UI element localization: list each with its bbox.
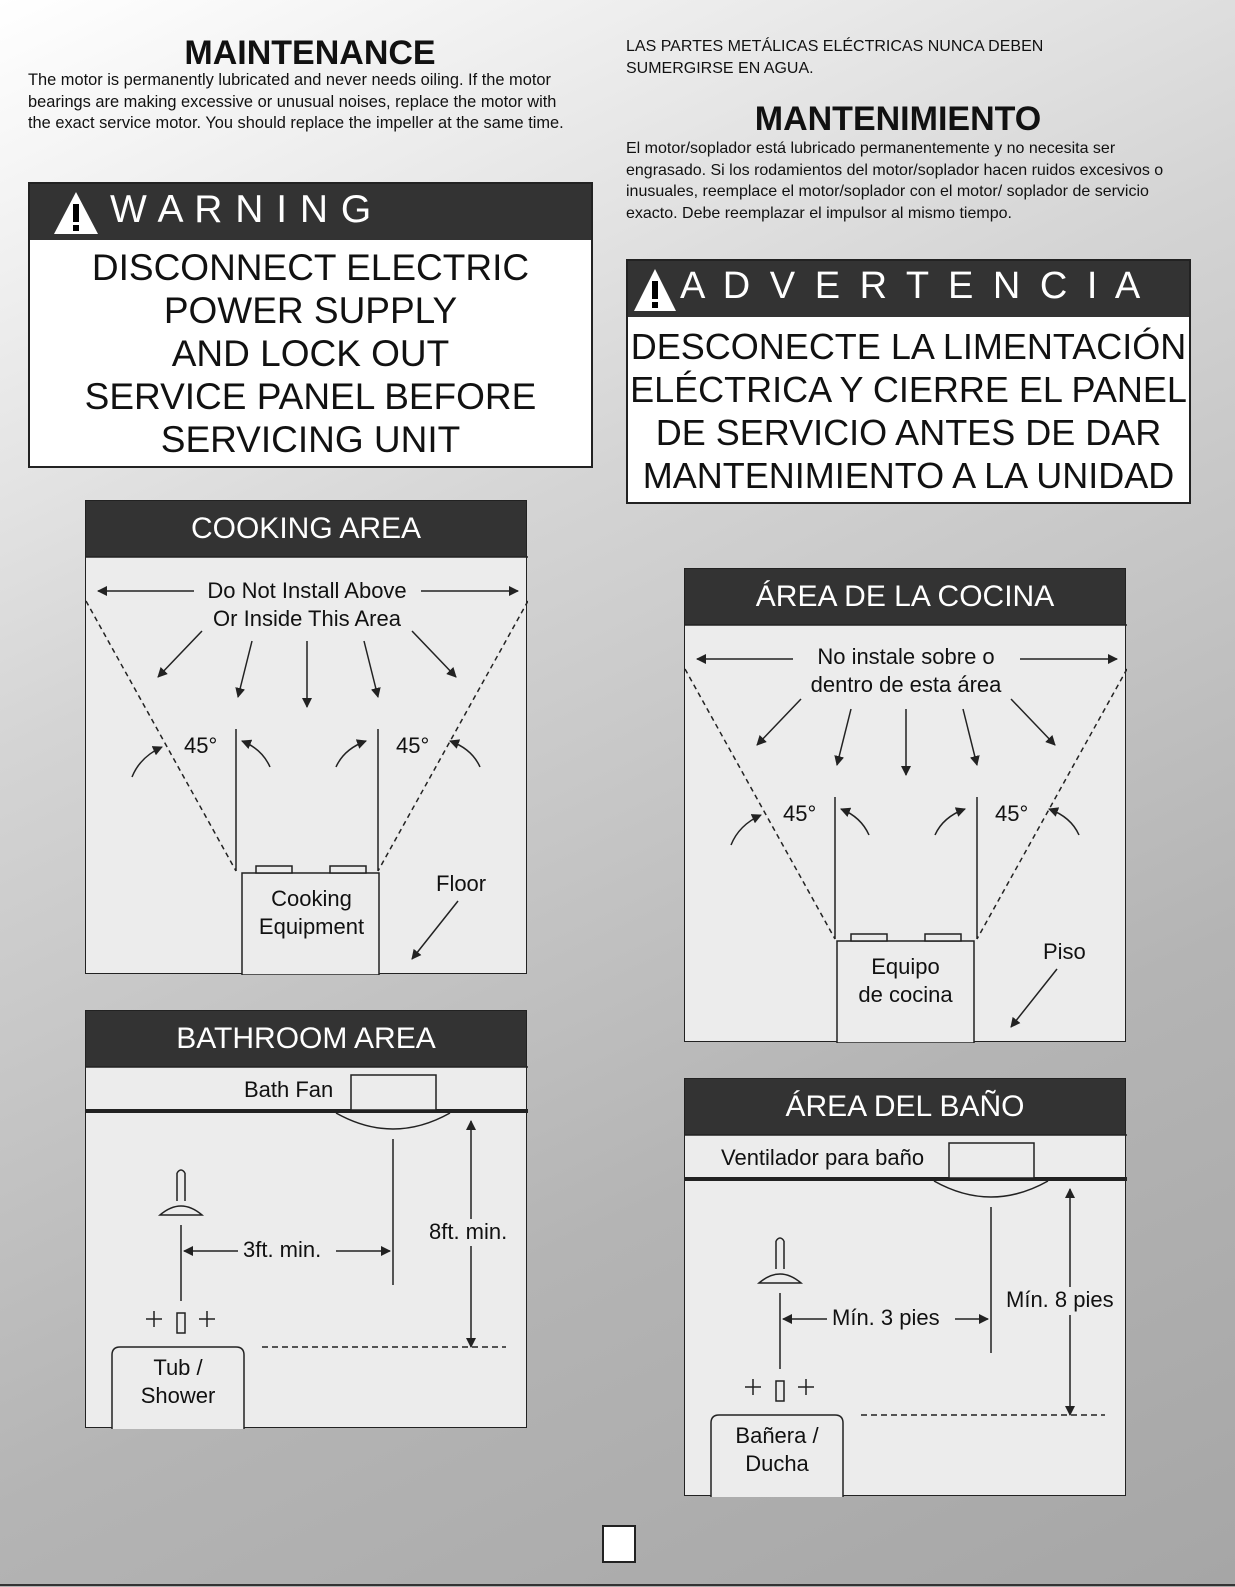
cooking-equipment-label: de cocina — [858, 982, 953, 1007]
cooking-area-diagram — [85, 500, 527, 974]
vertical-min-label: Mín. 8 pies — [1003, 1287, 1117, 1313]
bottom-rule — [0, 1584, 1235, 1586]
bath-fan-label: Bath Fan — [244, 1077, 334, 1102]
angle-label: 45° — [783, 801, 817, 826]
advertencia-message — [628, 325, 1189, 497]
do-not-install-label: Or Inside This Area — [213, 606, 401, 631]
floor-label: Floor — [436, 871, 487, 896]
warning-line: SERVICE PANEL BEFORE — [84, 376, 537, 417]
angle-label: 45° — [396, 733, 430, 758]
tub-label: Bañera / — [735, 1423, 819, 1448]
mantenimiento-paragraph: El motor/soplador está lubricado permanentemente y no necesita ser engrasado. Si los rodamientos del motor/soplador hacen ruidos excesivos o inusuales, reemplace el motor/soplador con el motor/ soplador de servicio exacto. Debe reemplazar el impulsor al mismo tiempo. — [626, 140, 1164, 222]
mantenimiento-heading: MANTENIMIENTO — [754, 100, 1042, 138]
warning-message — [30, 246, 591, 461]
warning-line: AND LOCK OUT — [171, 333, 450, 374]
warning-line: POWER SUPPLY — [163, 290, 458, 331]
angle-label: 45° — [995, 801, 1029, 826]
area-cocina-diagram — [684, 568, 1126, 1042]
horizontal-min-label: 3ft. min. — [240, 1237, 324, 1263]
advertencia-title: A D V E R T E N C I A — [680, 265, 1143, 307]
vertical-min-label: 8ft. min. — [426, 1219, 510, 1245]
horizontal-min-label: Mín. 3 pies — [829, 1305, 943, 1331]
metal-parts-note: LAS PARTES METÁLICAS ELÉCTRICAS NUNCA DEBEN SUMERGIRSE EN AGUA. — [626, 38, 1044, 77]
do-not-install-label: No instale sobre o — [817, 644, 995, 669]
maintenance-heading: MAINTENANCE — [184, 34, 436, 72]
cooking-area-title: COOKING AREA — [86, 501, 526, 557]
cooking-equipment-label: Equipment — [258, 914, 365, 939]
bathroom-area-diagram — [85, 1010, 527, 1428]
bathroom-area-title: BATHROOM AREA — [86, 1011, 526, 1067]
advertencia-header — [628, 261, 1189, 317]
warning-triangle-icon — [52, 190, 100, 236]
page-number-box — [602, 1525, 636, 1563]
advertencia-line: DE SERVICIO ANTES DE DAR — [655, 412, 1162, 453]
advertencia-line: DESCONECTE LA LIMENTACIÓN — [630, 326, 1187, 367]
warning-header — [30, 184, 591, 240]
do-not-install-label: Do Not Install Above — [207, 578, 407, 603]
bath-fan-label: Ventilador para baño — [721, 1145, 925, 1170]
angle-label: 45° — [184, 733, 218, 758]
maintenance-paragraph: The motor is permanently lubricated and never needs oiling. If the motor bearings are making excessive or unusual noises, replace the motor with the exact service motor. You should replace the impeller at the same time. — [28, 71, 564, 132]
area-bano-title: ÁREA DEL BAÑO — [685, 1079, 1125, 1135]
warning-triangle-icon — [632, 267, 678, 313]
cooking-equipment-label: Equipo — [871, 954, 940, 979]
warning-line: DISCONNECT ELECTRIC — [91, 247, 530, 288]
advertencia-line: ELÉCTRICA Y CIERRE EL PANEL — [630, 369, 1187, 410]
warning-box — [28, 182, 593, 468]
tub-label: Tub / — [153, 1355, 203, 1380]
tub-label: Ducha — [745, 1451, 809, 1476]
advertencia-box — [626, 259, 1191, 504]
advertencia-line: MANTENIMIENTO A LA UNIDAD — [642, 455, 1175, 496]
tub-label: Shower — [140, 1383, 216, 1408]
floor-label: Piso — [1043, 939, 1086, 964]
area-cocina-title: ÁREA DE LA COCINA — [685, 569, 1125, 625]
do-not-install-label: dentro de esta área — [810, 672, 1002, 697]
warning-title: W A R N I N G — [110, 188, 374, 231]
area-bano-diagram — [684, 1078, 1126, 1496]
warning-line: SERVICING UNIT — [160, 419, 461, 460]
cooking-equipment-label: Cooking — [271, 886, 352, 911]
